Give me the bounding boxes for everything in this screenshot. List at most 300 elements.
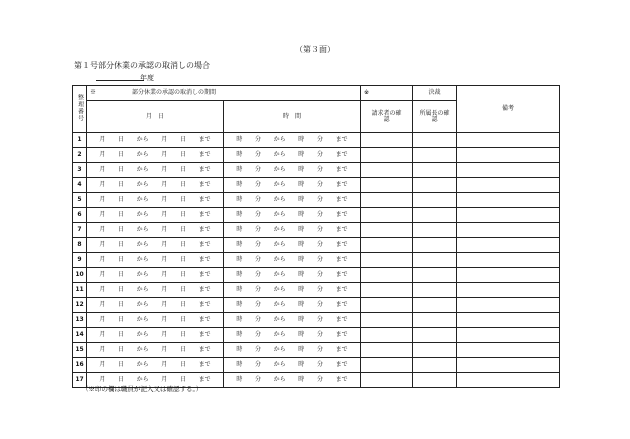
date-part-label: まで [198, 181, 211, 188]
remarks-cell[interactable] [457, 193, 560, 208]
time-part-label: 時 [236, 166, 243, 173]
date-part-label: 日 [179, 316, 186, 323]
time-part-label: 分 [316, 241, 323, 248]
date-part-label: 月 [99, 181, 106, 188]
time-part-label: 分 [316, 301, 323, 308]
date-part-label: 日 [179, 166, 186, 173]
time-part-label: まで [335, 256, 348, 263]
date-part-label: 日 [117, 166, 124, 173]
requester-confirm-cell[interactable] [361, 313, 413, 328]
requester-confirm-cell[interactable] [361, 343, 413, 358]
time-part-label: 分 [254, 181, 261, 188]
time-part-label: まで [335, 136, 348, 143]
requester-confirm-cell[interactable] [361, 268, 413, 283]
approval-header: 決裁 [413, 86, 457, 101]
time-part-label: 時 [298, 271, 305, 278]
time-part-label: 分 [316, 286, 323, 293]
date-part-label: まで [198, 286, 211, 293]
date-part-label: まで [198, 166, 211, 173]
time-part-label: まで [335, 346, 348, 353]
remarks-cell[interactable] [457, 373, 560, 388]
remarks-cell[interactable] [457, 283, 560, 298]
time-part-label: から [273, 271, 286, 278]
date-part-label: 月 [161, 226, 168, 233]
date-part-label: まで [198, 346, 211, 353]
time-part-label: 時 [298, 241, 305, 248]
date-part-label: から [136, 226, 149, 233]
date-part-label: から [136, 136, 149, 143]
time-part-label: まで [335, 151, 348, 158]
date-part-label: 日 [179, 196, 186, 203]
date-range-cell[interactable] [87, 343, 224, 358]
date-part-label: まで [198, 316, 211, 323]
time-part-label: 時 [236, 301, 243, 308]
time-part-label: 時 [236, 136, 243, 143]
date-part-label: 月 [161, 376, 168, 383]
date-part-label: 日 [117, 271, 124, 278]
time-part-label: から [273, 211, 286, 218]
date-part-label: 日 [117, 136, 124, 143]
time-part-label: から [273, 301, 286, 308]
date-part-label: 月 [161, 151, 168, 158]
time-range-cell[interactable] [224, 163, 361, 178]
remarks-cell[interactable] [457, 208, 560, 223]
date-part-label: 月 [99, 331, 106, 338]
table-row [73, 238, 560, 253]
time-part-label: 分 [316, 346, 323, 353]
date-part-label: 日 [179, 331, 186, 338]
page-label: （第３面） [295, 45, 335, 54]
date-range-cell[interactable] [87, 298, 224, 313]
date-part-label: 月 [161, 271, 168, 278]
date-part-label: から [136, 241, 149, 248]
date-part-label: まで [198, 136, 211, 143]
time-part-label: 分 [254, 151, 261, 158]
date-range-cell[interactable] [87, 358, 224, 373]
time-part-label: 時 [236, 211, 243, 218]
date-part-label: から [136, 361, 149, 368]
date-part-label: 日 [179, 271, 186, 278]
period-header: ※ 部分休業の承認の取消しの期間 [87, 86, 361, 101]
time-range-cell[interactable] [224, 178, 361, 193]
time-part-label: まで [335, 331, 348, 338]
date-part-label: 日 [179, 301, 186, 308]
remarks-cell[interactable] [457, 163, 560, 178]
time-part-label: から [273, 241, 286, 248]
chief-confirm-cell[interactable] [413, 223, 457, 238]
requester-confirm-cell[interactable] [361, 223, 413, 238]
time-part-label: 分 [254, 196, 261, 203]
time-part-label: から [273, 256, 286, 263]
date-part-label: 月 [161, 196, 168, 203]
row-number: 5 [73, 193, 87, 208]
table-row [73, 343, 560, 358]
table-row [73, 223, 560, 238]
requester-confirm-cell[interactable] [361, 253, 413, 268]
requester-confirm-cell[interactable] [361, 133, 413, 148]
date-range-cell[interactable] [87, 313, 224, 328]
date-part-label: 月 [161, 136, 168, 143]
chief-confirm-header: 所属長の確認 [413, 101, 457, 133]
row-number: 14 [73, 328, 87, 343]
time-part-label: 分 [254, 331, 261, 338]
time-part-label: から [273, 136, 286, 143]
time-part-label: まで [335, 241, 348, 248]
time-part-label: 分 [254, 286, 261, 293]
table-row [73, 178, 560, 193]
chief-confirm-cell[interactable] [413, 283, 457, 298]
remarks-cell[interactable] [457, 268, 560, 283]
date-part-label: から [136, 166, 149, 173]
date-part-label: から [136, 151, 149, 158]
date-part-label: 月 [99, 376, 106, 383]
time-range-cell[interactable] [224, 283, 361, 298]
remarks-cell[interactable] [457, 328, 560, 343]
time-part-label: 時 [236, 316, 243, 323]
requester-confirm-cell[interactable] [361, 178, 413, 193]
date-part-label: 日 [179, 286, 186, 293]
date-part-label: 日 [179, 346, 186, 353]
date-part-label: 月 [99, 166, 106, 173]
remarks-cell[interactable] [457, 313, 560, 328]
row-number: 3 [73, 163, 87, 178]
date-part-label: 月 [99, 226, 106, 233]
time-part-label: 分 [254, 226, 261, 233]
date-part-label: 月 [99, 271, 106, 278]
row-number: 7 [73, 223, 87, 238]
time-part-label: まで [335, 271, 348, 278]
requester-confirm-cell[interactable] [361, 238, 413, 253]
time-part-label: まで [335, 316, 348, 323]
requester-confirm-cell[interactable] [361, 163, 413, 178]
time-part-label: 時 [236, 331, 243, 338]
date-part-label: 日 [179, 136, 186, 143]
date-range-cell[interactable] [87, 268, 224, 283]
date-part-label: 月 [99, 346, 106, 353]
chief-confirm-cell[interactable] [413, 328, 457, 343]
time-part-label: 分 [316, 256, 323, 263]
time-part-label: 時 [298, 226, 305, 233]
time-part-label: 時 [236, 271, 243, 278]
time-part-label: 分 [316, 376, 323, 383]
chief-confirm-cell[interactable] [413, 373, 457, 388]
time-part-label: 時 [236, 286, 243, 293]
time-part-label: 分 [316, 151, 323, 158]
table-row [73, 133, 560, 148]
date-range-cell[interactable] [87, 163, 224, 178]
requester-confirm-cell[interactable] [361, 283, 413, 298]
chief-confirm-cell[interactable] [413, 193, 457, 208]
time-part-label: 時 [298, 286, 305, 293]
time-part-label: 時 [298, 211, 305, 218]
date-part-label: から [136, 301, 149, 308]
cancellation-table [72, 85, 560, 388]
chief-confirm-cell[interactable] [413, 298, 457, 313]
date-part-label: 月 [161, 241, 168, 248]
time-range-cell[interactable] [224, 298, 361, 313]
time-part-label: 時 [236, 196, 243, 203]
chief-confirm-cell[interactable] [413, 253, 457, 268]
remarks-cell[interactable] [457, 178, 560, 193]
requester-confirm-cell[interactable] [361, 328, 413, 343]
time-part-label: 時 [298, 361, 305, 368]
chief-confirm-cell[interactable] [413, 133, 457, 148]
date-part-label: 月 [99, 241, 106, 248]
time-range-cell[interactable] [224, 328, 361, 343]
requester-confirm-cell[interactable] [361, 148, 413, 163]
time-part-label: から [273, 286, 286, 293]
remarks-cell[interactable] [457, 148, 560, 163]
time-part-label: 分 [316, 136, 323, 143]
date-part-label: 日 [117, 256, 124, 263]
time-part-label: まで [335, 286, 348, 293]
chief-confirm-cell[interactable] [413, 148, 457, 163]
requester-confirm-cell[interactable] [361, 208, 413, 223]
time-part-label: 時 [298, 331, 305, 338]
remarks-cell[interactable] [457, 133, 560, 148]
time-range-cell[interactable] [224, 193, 361, 208]
time-part-label: 分 [254, 271, 261, 278]
date-part-label: 月 [99, 256, 106, 263]
date-part-label: 月 [161, 316, 168, 323]
table-row [73, 328, 560, 343]
time-range-cell[interactable] [224, 268, 361, 283]
index-header: 整理番号 [73, 86, 87, 133]
form-title: 第１号部分休業の承認の取消しの場合 [74, 61, 210, 70]
time-part-label: 分 [316, 166, 323, 173]
time-part-label: まで [335, 211, 348, 218]
remarks-header: 備考 [457, 86, 560, 133]
date-part-label: 日 [179, 226, 186, 233]
time-part-label: 分 [316, 271, 323, 278]
remarks-cell[interactable] [457, 223, 560, 238]
date-part-label: から [136, 271, 149, 278]
date-range-cell[interactable] [87, 133, 224, 148]
date-part-label: から [136, 286, 149, 293]
date-part-label: 月 [99, 196, 106, 203]
row-number: 12 [73, 298, 87, 313]
year-label: 年度 [140, 74, 154, 82]
time-range-cell[interactable] [224, 313, 361, 328]
time-part-label: まで [335, 376, 348, 383]
chief-confirm-cell[interactable] [413, 268, 457, 283]
date-part-label: から [136, 181, 149, 188]
row-number: 15 [73, 343, 87, 358]
time-part-label: 分 [254, 166, 261, 173]
time-part-label: 時 [236, 181, 243, 188]
date-part-label: 日 [117, 331, 124, 338]
date-part-label: 日 [117, 361, 124, 368]
time-part-label: 分 [254, 316, 261, 323]
date-part-label: 日 [117, 241, 124, 248]
date-part-label: から [136, 376, 149, 383]
time-part-label: 分 [316, 196, 323, 203]
date-part-label: まで [198, 196, 211, 203]
date-part-label: 日 [179, 256, 186, 263]
time-range-cell[interactable] [224, 208, 361, 223]
date-part-label: まで [198, 211, 211, 218]
time-range-cell[interactable] [224, 238, 361, 253]
date-part-label: 月 [99, 151, 106, 158]
requester-confirm-cell[interactable] [361, 373, 413, 388]
time-part-label: 時 [298, 166, 305, 173]
remarks-cell[interactable] [457, 298, 560, 313]
time-part-label: まで [335, 301, 348, 308]
remarks-cell[interactable] [457, 238, 560, 253]
requester-confirm-cell[interactable] [361, 298, 413, 313]
time-range-cell[interactable] [224, 358, 361, 373]
date-part-label: 日 [117, 181, 124, 188]
chief-confirm-cell[interactable] [413, 178, 457, 193]
time-part-label: から [273, 226, 286, 233]
time-part-label: 分 [254, 211, 261, 218]
requester-confirm-header: 請求者の確認 [361, 101, 413, 133]
time-part-label: 時 [298, 376, 305, 383]
date-part-label: 日 [179, 151, 186, 158]
row-number: 4 [73, 178, 87, 193]
date-part-label: まで [198, 376, 211, 383]
date-part-label: 日 [179, 181, 186, 188]
row-number: 1 [73, 133, 87, 148]
table-body [73, 133, 560, 388]
time-part-label: 時 [236, 241, 243, 248]
date-range-cell[interactable] [87, 328, 224, 343]
row-number: 17 [73, 373, 87, 388]
date-part-label: 月 [161, 331, 168, 338]
date-part-label: 月 [161, 346, 168, 353]
remarks-cell[interactable] [457, 253, 560, 268]
date-part-label: 日 [117, 301, 124, 308]
date-part-label: まで [198, 331, 211, 338]
table-row [73, 298, 560, 313]
date-part-label: 日 [117, 226, 124, 233]
date-part-label: 日 [117, 211, 124, 218]
date-part-label: から [136, 196, 149, 203]
date-part-label: まで [198, 241, 211, 248]
chief-confirm-cell[interactable] [413, 208, 457, 223]
remarks-cell[interactable] [457, 358, 560, 373]
table-row [73, 283, 560, 298]
date-part-label: 日 [179, 241, 186, 248]
time-part-label: 時 [298, 181, 305, 188]
time-range-cell[interactable] [224, 148, 361, 163]
date-part-label: 月 [161, 256, 168, 263]
time-part-label: 分 [254, 256, 261, 263]
table-row [73, 358, 560, 373]
date-header: 月 日 [87, 101, 224, 133]
date-part-label: 日 [117, 196, 124, 203]
time-part-label: 分 [254, 346, 261, 353]
date-part-label: 日 [117, 376, 124, 383]
table-row [73, 148, 560, 163]
date-part-label: まで [198, 256, 211, 263]
footnote: （※印の欄は職員が記入又は確認する。） [82, 385, 203, 393]
date-part-label: 月 [161, 211, 168, 218]
time-part-label: まで [335, 226, 348, 233]
date-part-label: 日 [117, 151, 124, 158]
date-part-label: 日 [117, 316, 124, 323]
time-part-label: 時 [298, 136, 305, 143]
time-part-label: まで [335, 196, 348, 203]
time-part-label: から [273, 166, 286, 173]
date-range-cell[interactable] [87, 178, 224, 193]
date-part-label: 日 [179, 211, 186, 218]
date-part-label: 月 [161, 166, 168, 173]
chief-confirm-cell[interactable] [413, 163, 457, 178]
date-range-cell[interactable] [87, 223, 224, 238]
time-part-label: 時 [236, 226, 243, 233]
chief-confirm-cell[interactable] [413, 313, 457, 328]
date-range-cell[interactable] [87, 253, 224, 268]
time-range-cell[interactable] [224, 133, 361, 148]
time-part-label: 分 [254, 361, 261, 368]
date-range-cell[interactable] [87, 283, 224, 298]
year-blank-line [96, 80, 144, 81]
time-part-label: 時 [236, 361, 243, 368]
chief-confirm-cell[interactable] [413, 343, 457, 358]
date-part-label: から [136, 211, 149, 218]
chief-confirm-cell[interactable] [413, 358, 457, 373]
date-part-label: から [136, 331, 149, 338]
time-range-cell[interactable] [224, 343, 361, 358]
date-part-label: 月 [99, 316, 106, 323]
time-part-label: まで [335, 166, 348, 173]
time-part-label: 時 [236, 376, 243, 383]
date-part-label: まで [198, 226, 211, 233]
date-part-label: 月 [99, 286, 106, 293]
time-part-label: から [273, 196, 286, 203]
date-range-cell[interactable] [87, 238, 224, 253]
time-range-cell[interactable] [224, 253, 361, 268]
time-part-label: 時 [298, 151, 305, 158]
time-part-label: まで [335, 181, 348, 188]
date-range-cell[interactable] [87, 208, 224, 223]
time-part-label: 時 [236, 346, 243, 353]
date-part-label: 月 [99, 301, 106, 308]
time-part-label: 時 [298, 256, 305, 263]
time-part-label: 時 [298, 196, 305, 203]
table-row [73, 268, 560, 283]
date-range-cell[interactable] [87, 148, 224, 163]
time-part-label: 時 [236, 256, 243, 263]
date-part-label: 日 [117, 346, 124, 353]
time-part-label: 分 [316, 211, 323, 218]
time-part-label: 時 [298, 346, 305, 353]
time-range-cell[interactable] [224, 373, 361, 388]
time-part-label: 時 [236, 151, 243, 158]
table-row [73, 208, 560, 223]
row-number: 6 [73, 208, 87, 223]
date-part-label: まで [198, 151, 211, 158]
requester-confirm-cell[interactable] [361, 358, 413, 373]
time-range-cell[interactable] [224, 223, 361, 238]
time-part-label: から [273, 316, 286, 323]
table-row [73, 193, 560, 208]
remarks-cell[interactable] [457, 343, 560, 358]
date-part-label: 日 [179, 376, 186, 383]
row-number: 2 [73, 148, 87, 163]
requester-confirm-cell[interactable] [361, 193, 413, 208]
row-number: 8 [73, 238, 87, 253]
time-part-label: まで [335, 361, 348, 368]
time-part-label: から [273, 331, 286, 338]
time-part-label: から [273, 181, 286, 188]
date-part-label: 月 [161, 301, 168, 308]
row-number: 13 [73, 313, 87, 328]
time-part-label: 分 [316, 316, 323, 323]
chief-confirm-cell[interactable] [413, 238, 457, 253]
date-range-cell[interactable] [87, 193, 224, 208]
